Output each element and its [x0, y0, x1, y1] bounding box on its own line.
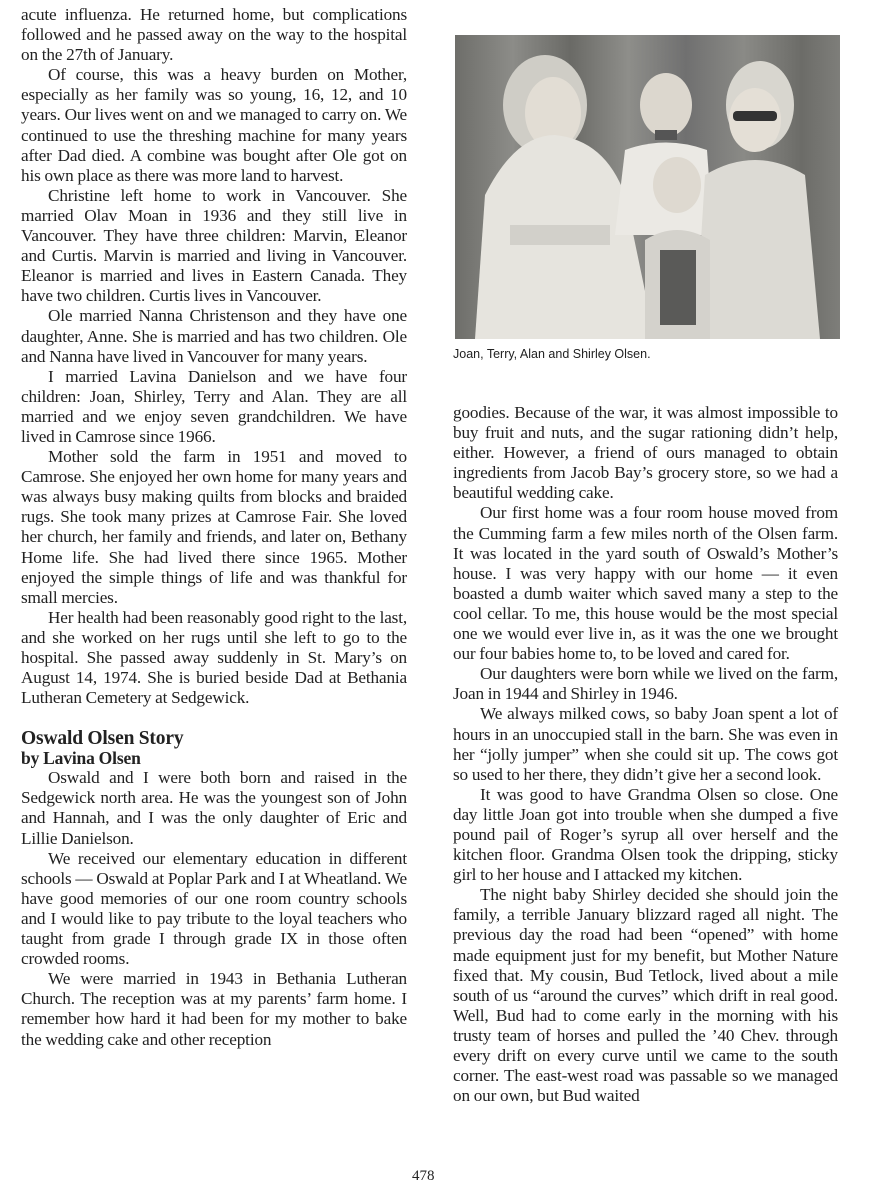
page-number: 478 [412, 1168, 435, 1184]
paragraph: Of course, this was a heavy burden on Mother, especially as her family was so young, 16, 12, and 10 years. Our lives went on and we managed to carry on. We continued to use the threshing machine for many years after Dad died. A combine was bought after Ole got on his own place as there was more land to harvest. [21, 65, 407, 185]
paragraph: We always milked cows, so baby Joan spent a lot of hours in an unoccupied stall in the barn. She was even in her “jolly jumper” when she could sit up. The cows got so used to her there, they didn’t give her a second look. [453, 704, 838, 784]
paragraph: Her health had been reasonably good right to the last, and she worked on her rugs until she left to go to the hospital. She passed away suddenly in St. Mary’s on August 14, 1974. She is buried beside Dad at Bethania Lutheran Cemetery at Sedgewick. [21, 607, 407, 708]
right-column [453, 403, 838, 1106]
family-photo [455, 35, 840, 339]
paragraph: goodies. Because of the war, it was almost impossible to buy fruit and nuts, and the sugar rationing didn’t help, either. However, a friend of ours managed to obtain ingredients from Jacob Bay’s grocery store, so we had a beautiful wedding cake. [453, 403, 838, 503]
photo-caption: Joan, Terry, Alan and Shirley Olsen. [453, 347, 651, 361]
paragraph: I married Lavina Danielson and we have four children: Joan, Shirley, Terry and Alan. They are all married and we enjoy seven grandchildren. We have lived in Camrose since 1966. [21, 366, 407, 446]
paragraph: Christine left home to work in Vancouver. She married Olav Moan in 1936 and they still live in Vancouver. They have three children: Marvin, Eleanor and Curtis. Marvin is married and living in Vancouver. Eleanor is married and lives in Eastern Canada. They have two children. Curtis lives in Vancouver. [21, 185, 407, 306]
paragraph: Oswald and I were both born and raised in the Sedgewick north area. He was the youngest son of John and Hannah, and I was the only daughter of Eric and Lillie Danielson. [21, 768, 407, 848]
paragraph: The night baby Shirley decided she should join the family, a terrible January blizzard raged all night. The previous day the road had been “opened” with home made equipment just for my benefit, but Mother Nature fixed that. My cousin, Bud Tetlock, lived about a mile south of us “around the curves” which drift in real good. Well, Bud had to come early in the morning with his trusty team of horses and pulled the ’40 Chev. through every drift on every curve until we came to the south corner. The east-west road was passable so we managed on our own, but Bud waited [453, 885, 838, 1106]
story-heading: Oswald Olsen Story [21, 728, 184, 750]
paragraph: We were married in 1943 in Bethania Lutheran Church. The reception was at my parents’ farm home. I remember how hard it had been for my mother to bake the wedding cake and other reception [21, 969, 407, 1049]
paragraph: acute influenza. He returned home, but complications followed and he passed away on the way to the hospital on the 27th of January. [21, 5, 407, 65]
left-column [21, 5, 407, 1050]
story-byline: by Lavina Olsen [21, 748, 141, 769]
family-photo-illustration [455, 35, 840, 339]
paragraph: Our daughters were born while we lived on the farm, Joan in 1944 and Shirley in 1946. [453, 664, 838, 704]
paragraph: Ole married Nanna Christenson and they have one daughter, Anne. She is married and has two children. Ole and Nanna have lived in Vancouver for many years. [21, 306, 407, 366]
paragraph: We received our elementary education in different schools — Oswald at Poplar Park and I at Wheatland. We have good memories of our one room country schools and I would like to pay tribute to the loyal teachers who taught from grade I through grade IX in those often crowded rooms. [21, 848, 407, 969]
paragraph: Our first home was a four room house moved from the Cumming farm a few miles north of the Olsen farm. It was located in the yard south of Oswald’s Mother’s house. I was very happy with our home — it even boasted a dumb waiter which saved many a step to the cool cellar. To me, this house would be the most special one we would ever live in, as it was the one we brought our four babies home to, to be loved and cared for. [453, 503, 838, 664]
paragraph: It was good to have Grandma Olsen so close. One day little Joan got into trouble when she dumped a five pound pail of Roger’s syrup all over herself and the kitchen floor. Grandma Olsen took the dripping, sticky girl to her house and I attacked my kitchen. [453, 784, 838, 885]
paragraph: Mother sold the farm in 1951 and moved to Camrose. She enjoyed her own home for many years and was always busy making quilts from blocks and braided rugs. She took many prizes at Camrose Fair. She loved her church, her family and friends, and later on, Bethany Home life. She had lived there since 1965. Mother enjoyed the simple things of life and was thankful for small mercies. [21, 447, 407, 607]
